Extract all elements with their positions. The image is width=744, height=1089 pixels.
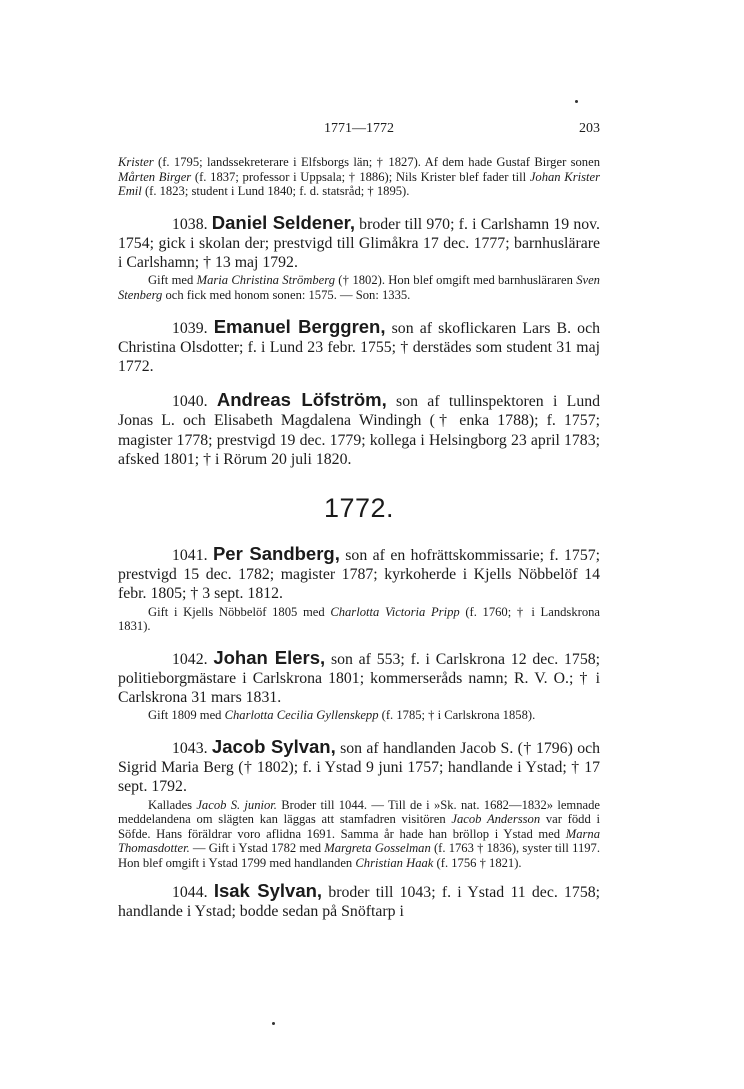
entry-note [118,708,600,723]
note-text: Broder till 1044. — Till de i »Sk. nat. 1682—1832» lemnade meddelandena om slägten kan läggas att stamfadren visitören [118,797,600,827]
note-italic-name: Sven Stenberg [118,273,600,302]
entry-text: broder till 970; f. i Carlshamn 19 nov. 1754; gick i skolan der; prestvigd till Glimåkra 17 dec. 1777; barnhuslärare i Carlshamn; † 13 maj 1792. [118,215,600,272]
note-italic-name: Jacob S. junior. [196,797,277,812]
entry-number: 1044. [172,883,208,901]
entry-1042 [118,648,600,723]
entry-text: broder till 1043; f. i Ystad 11 dec. 1758; handlande i Ystad; bodde sedan på Snöftarp i [118,883,601,920]
page-number: 203 [579,121,600,136]
print-speck [575,100,578,103]
note-text: och fick med honom sonen: 1575. — Son: 1335. [162,287,411,302]
entry-number: 1043. [172,740,208,757]
entry-name: Johan Elers, [213,646,326,668]
entry-name: Daniel Seldener, [211,211,355,233]
note-text: (f. 1763 † 1836), syster till 1197. Hon blef omgift i Ystad 1799 med handlanden [118,841,600,870]
entry-1041 [118,544,600,634]
entry-main-text [118,390,600,469]
entry-text: son af en hofrättskommissarie; f. 1757; prestvigd 15 dec. 1782; magister 1787; kyrkoherde i Kjells Nöbbelöf 14 febr. 1805; † 3 sept. 1812. [118,547,601,603]
entry-main-text [118,544,600,604]
entry-1043 [118,737,600,871]
entry-name: Jacob Sylvan, [211,736,336,757]
entry-1040 [118,390,600,469]
entry-note [118,273,600,302]
note-text: var född i Söfde. Hans föräldrar voro aflidna 1691. Samma år hade han bröllop i Ystad med [118,812,600,841]
note-text: — Gift i Ystad 1782 med [189,841,325,856]
entry-main-text [118,648,600,708]
note-text: Gift i Kjells Nöbbelöf 1805 med [148,604,331,619]
entry-note [118,798,600,871]
note-text: (f. 1760; † i Landskrona 1831). [118,604,600,634]
entry-main-text [118,213,600,273]
note-italic-name: Mårten Birger [118,169,192,184]
entry-text: son af tullinspektoren i Lund Jonas L. och Elisabeth Magdalena Windingh († enka 1788); f. 1757; magister 1778; prestvigd 19 dec. 1779; kollega i Helsingborg 23 april 1783; afsked 1801; † i Rörum 20 juli 1820. [118,393,601,468]
print-speck [272,1022,275,1025]
entry-number: 1040. [172,393,208,411]
entry-name: Andreas Löfström, [216,389,387,411]
note-italic-name: Johan Krister Emil [118,169,600,199]
note-text: Kallades [148,797,197,812]
entry-text: son af handlanden Jacob S. († 1796) och Sigrid Maria Berg († 1802); f. i Ystad 9 juni 1757; handlande i Ystad; † 17 sept. 1792. [118,740,601,796]
note-italic-name: Marna Thomasdotter. [118,826,600,856]
entry-number: 1038. [172,215,208,233]
running-head-years: 1771—1772 [324,121,394,136]
note-text: Gift med [148,273,197,288]
note-italic-name: Margreta Gosselman [324,841,431,856]
entry-main-text [118,737,600,797]
entry-text: son af 553; f. i Carlskrona 12 dec. 1758; politieborgmästare i Carlskrona 1801; kommerseråds namn; R. V. O.; † i Carlskrona 31 mars 1831. [118,650,600,707]
entry-main-text [118,317,600,377]
note-text: († 1802). Hon blef omgift med barnhusläraren [335,273,577,288]
page-content [118,155,600,921]
note-text: (f. 1756 † 1821). [433,855,522,870]
entry-name: Isak Sylvan, [213,879,323,901]
entry-1039 [118,317,600,377]
entry-name: Emanuel Berggren, [213,315,386,337]
continued-note: Krister (f. 1795; landssekreterare i Elfsborgs län; † 1827). Af dem hade Gustaf Birger sonen Mårten Birger (f. 1837; professor i Uppsala; † 1886); Nils Krister blef fader till Johan Krister Emil (f. 1823; student i Lund 1840; f. d. statsråd; † 1895). [118,155,600,199]
note-text: (f. 1785; † i Carlskrona 1858). [378,708,536,723]
entry-1044 [118,881,600,921]
note-italic-name: Jacob Andersson [451,812,541,827]
entry-number: 1042. [172,650,208,668]
entry-number: 1039. [172,319,208,337]
note-italic-name: Charlotta Cecilia Gyllenskepp [224,708,379,723]
note-italic-name: Christian Haak [355,855,434,870]
page-header [118,121,600,141]
entry-text: son af skoflickaren Lars B. och Christina Olsdotter; f. i Lund 23 febr. 1755; † derstädes som student 31 maj 1772. [118,319,600,375]
entry-main-text [118,881,600,921]
note-italic-name: Maria Christina Strömberg [196,273,335,288]
entry-name: Per Sandberg, [212,543,340,564]
note-italic-name: Krister [118,155,154,169]
entry-number: 1041. [172,547,208,564]
year-heading: 1772. [323,493,395,523]
entry-1038 [118,213,600,303]
note-text: Gift 1809 med [148,708,225,723]
entry-note [118,605,600,634]
note-italic-name: Charlotta Victoria Pripp [330,604,460,619]
